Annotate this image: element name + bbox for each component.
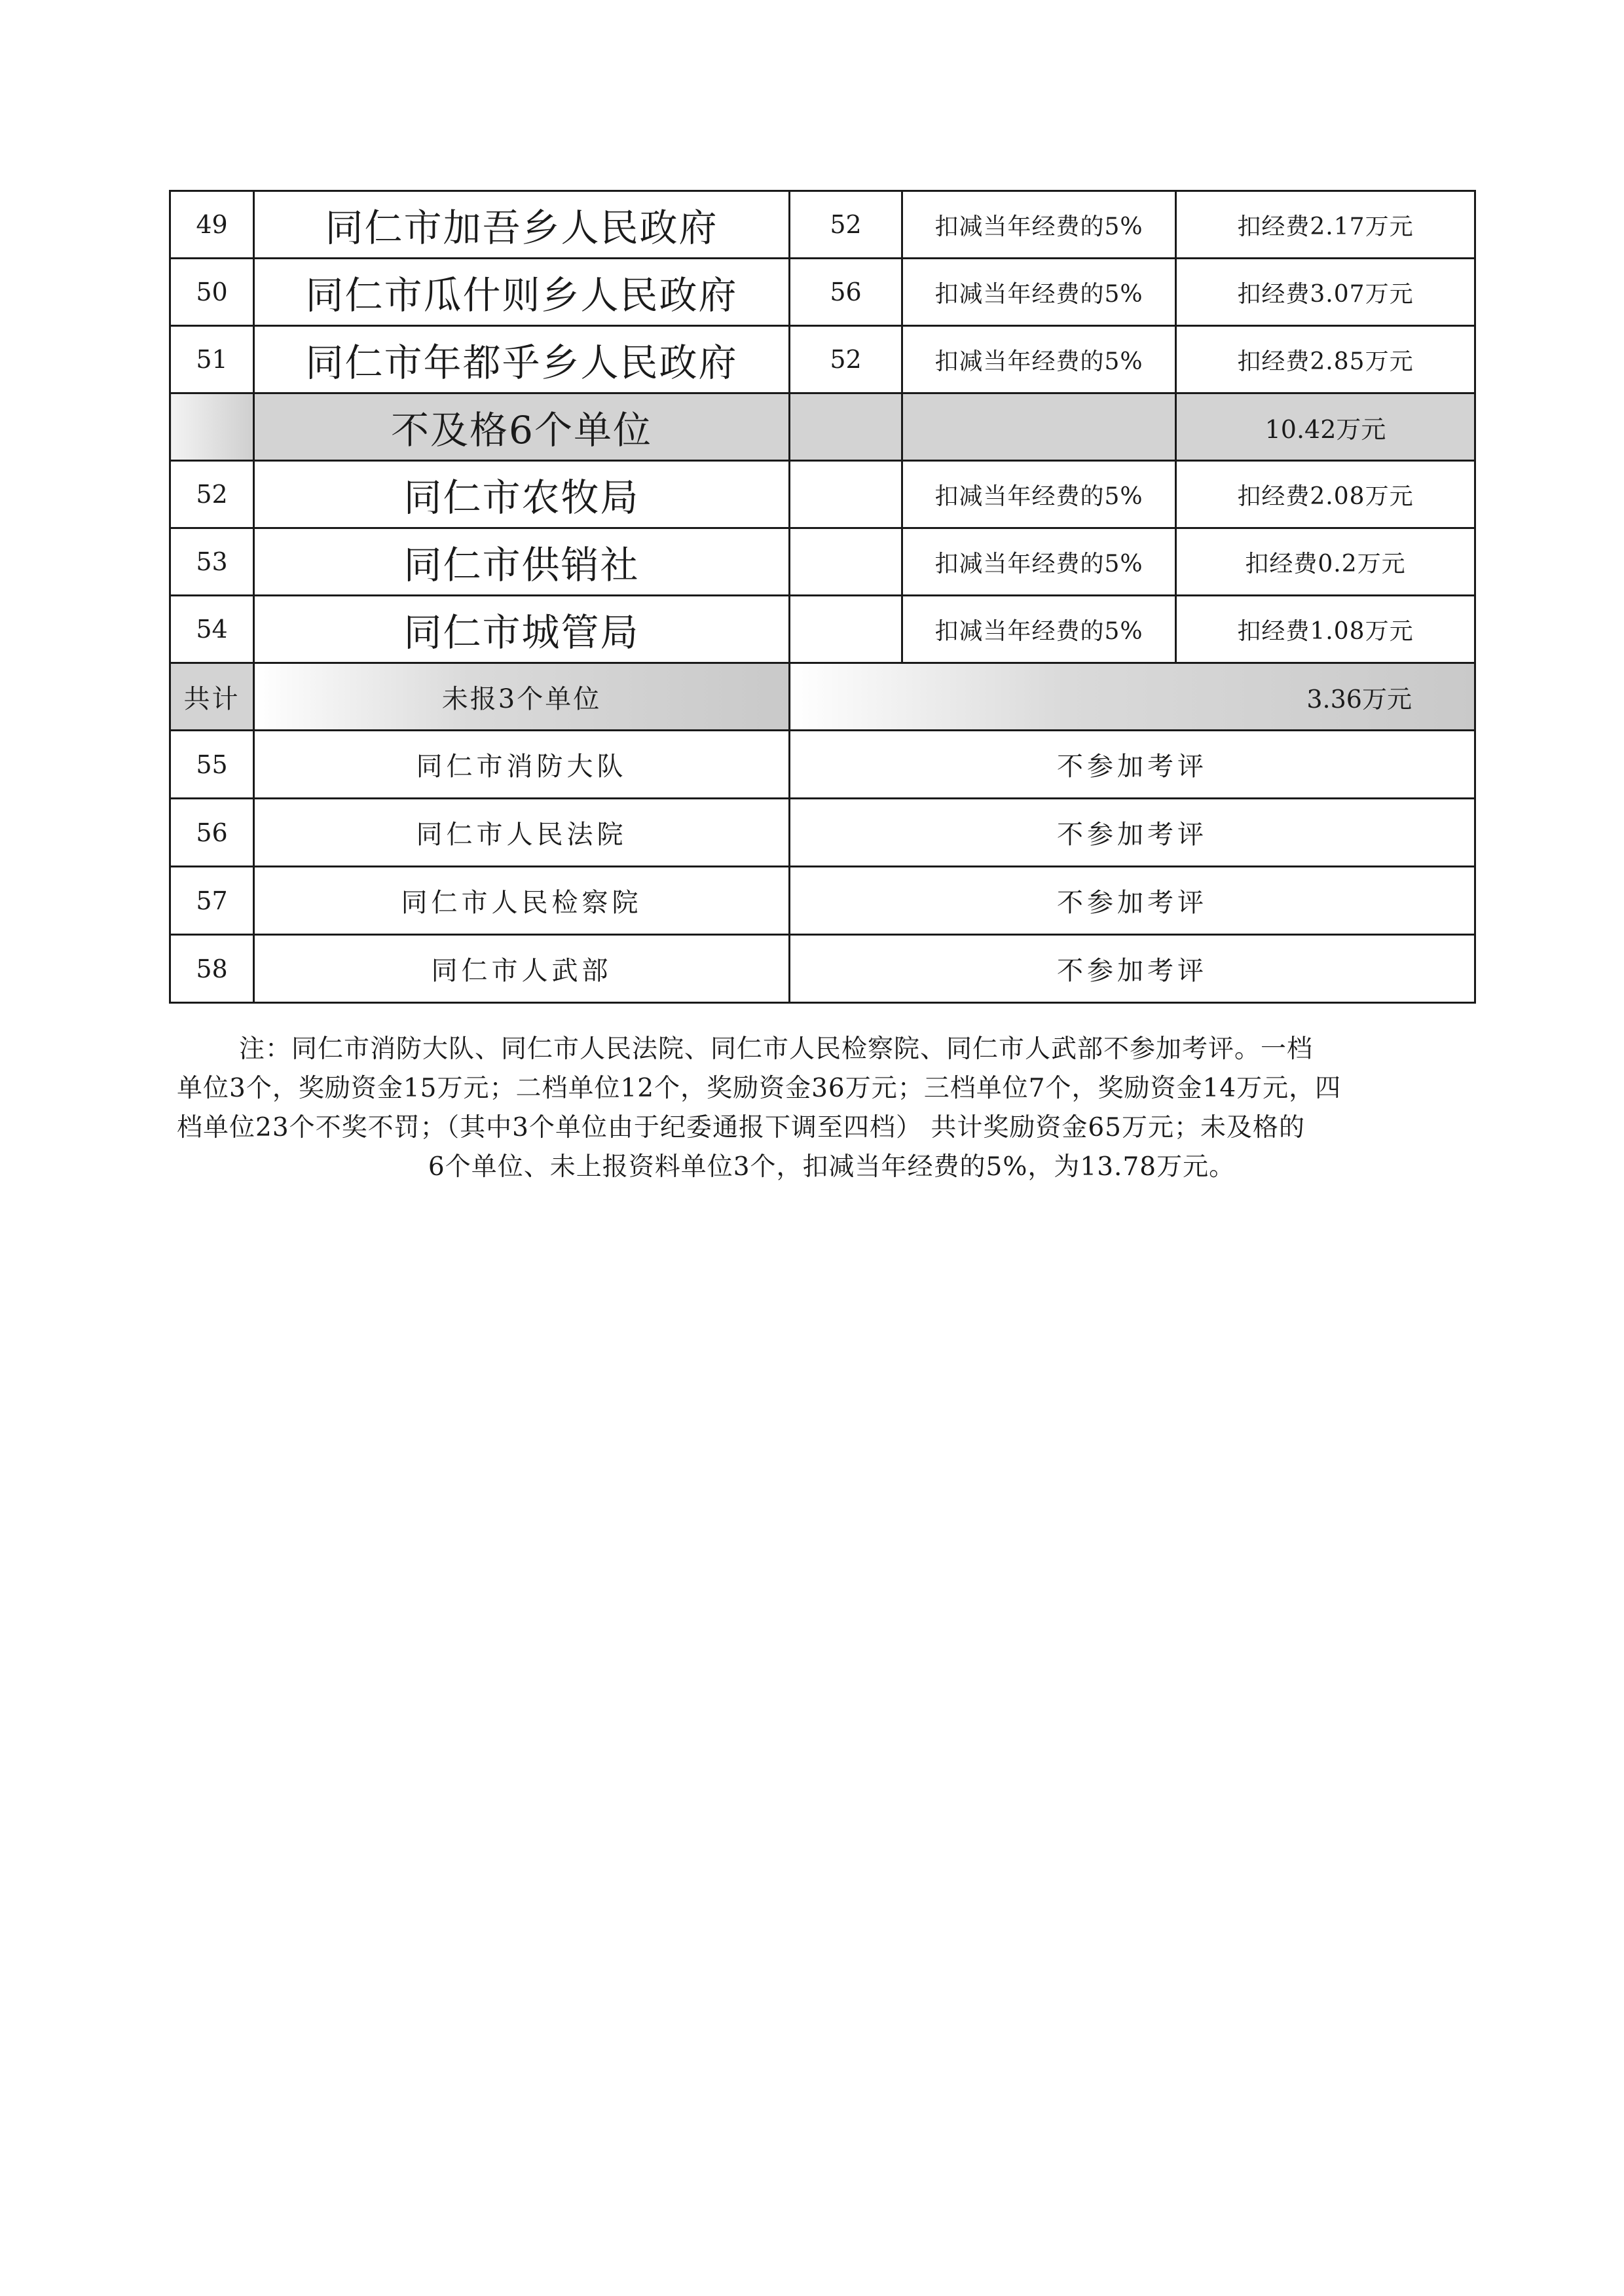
score <box>790 461 902 528</box>
total-amount: 3.36万元 <box>790 663 1475 731</box>
table-row <box>170 326 1475 393</box>
total-label: 共计 <box>170 663 254 731</box>
score <box>790 528 902 596</box>
table-row <box>170 596 1475 663</box>
assessment-status: 不参加考评 <box>790 935 1475 1003</box>
fail-subtotal-amount: 10.42万元 <box>1176 393 1475 461</box>
unit-name: 同仁市人民法院 <box>254 799 790 867</box>
measure: 扣减当年经费的5% <box>902 326 1176 393</box>
table-row <box>170 191 1475 259</box>
table-row <box>170 461 1475 528</box>
score: 52 <box>790 191 902 259</box>
row-number: 55 <box>170 731 254 799</box>
measure: 扣减当年经费的5% <box>902 259 1176 326</box>
deduction-amount: 扣经费2.85万元 <box>1176 326 1475 393</box>
assessment-status: 不参加考评 <box>790 731 1475 799</box>
blank-cell <box>170 393 254 461</box>
blank-cell <box>790 393 902 461</box>
unit-name: 同仁市人民检察院 <box>254 867 790 935</box>
unit-name: 同仁市加吾乡人民政府 <box>254 191 790 259</box>
fail-subtotal-row <box>170 393 1475 461</box>
table-row <box>170 867 1475 935</box>
unit-name: 同仁市城管局 <box>254 596 790 663</box>
fail-subtotal-label: 不及格6个单位 <box>254 393 790 461</box>
assessment-table <box>169 190 1476 1004</box>
blank-cell <box>902 393 1176 461</box>
measure: 扣减当年经费的5% <box>902 191 1176 259</box>
deduction-amount: 扣经费2.17万元 <box>1176 191 1475 259</box>
row-number: 49 <box>170 191 254 259</box>
row-number: 56 <box>170 799 254 867</box>
unit-name: 同仁市人武部 <box>254 935 790 1003</box>
unit-name: 同仁市年都乎乡人民政府 <box>254 326 790 393</box>
row-number: 51 <box>170 326 254 393</box>
row-number: 50 <box>170 259 254 326</box>
assessment-status: 不参加考评 <box>790 867 1475 935</box>
row-number: 57 <box>170 867 254 935</box>
total-row <box>170 663 1475 731</box>
measure: 扣减当年经费的5% <box>902 461 1176 528</box>
table-row <box>170 528 1475 596</box>
unit-name: 同仁市瓜什则乡人民政府 <box>254 259 790 326</box>
score: 52 <box>790 326 902 393</box>
footnote <box>177 1030 1486 1187</box>
measure: 扣减当年经费的5% <box>902 596 1176 663</box>
footnote-line: 单位3个，奖励资金15万元；二档单位12个，奖励资金36万元；三档单位7个，奖励资金14万元，四 <box>177 1074 1342 1103</box>
table-row <box>170 799 1475 867</box>
unit-name: 同仁市供销社 <box>254 528 790 596</box>
total-description: 未报3个单位 <box>254 663 790 731</box>
unit-name: 同仁市消防大队 <box>254 731 790 799</box>
assessment-status: 不参加考评 <box>790 799 1475 867</box>
footnote-line: 注：同仁市消防大队、同仁市人民法院、同仁市人民检察院、同仁市人武部不参加考评。一档 <box>239 1034 1314 1064</box>
deduction-amount: 扣经费1.08万元 <box>1176 596 1475 663</box>
score: 56 <box>790 259 902 326</box>
deduction-amount: 扣经费3.07万元 <box>1176 259 1475 326</box>
table-row <box>170 731 1475 799</box>
row-number: 58 <box>170 935 254 1003</box>
table-row <box>170 259 1475 326</box>
measure: 扣减当年经费的5% <box>902 528 1176 596</box>
footnote-line: 6个单位、未上报资料单位3个，扣减当年经费的5%，为13.78万元。 <box>428 1152 1236 1182</box>
score <box>790 596 902 663</box>
row-number: 52 <box>170 461 254 528</box>
deduction-amount: 扣经费0.2万元 <box>1176 528 1475 596</box>
row-number: 53 <box>170 528 254 596</box>
row-number: 54 <box>170 596 254 663</box>
deduction-amount: 扣经费2.08万元 <box>1176 461 1475 528</box>
unit-name: 同仁市农牧局 <box>254 461 790 528</box>
footnote-line: 档单位23个不奖不罚；（其中3个单位由于纪委通报下调至四档） 共计奖励资金65万元；未及格的 <box>177 1113 1305 1142</box>
table-row <box>170 935 1475 1003</box>
